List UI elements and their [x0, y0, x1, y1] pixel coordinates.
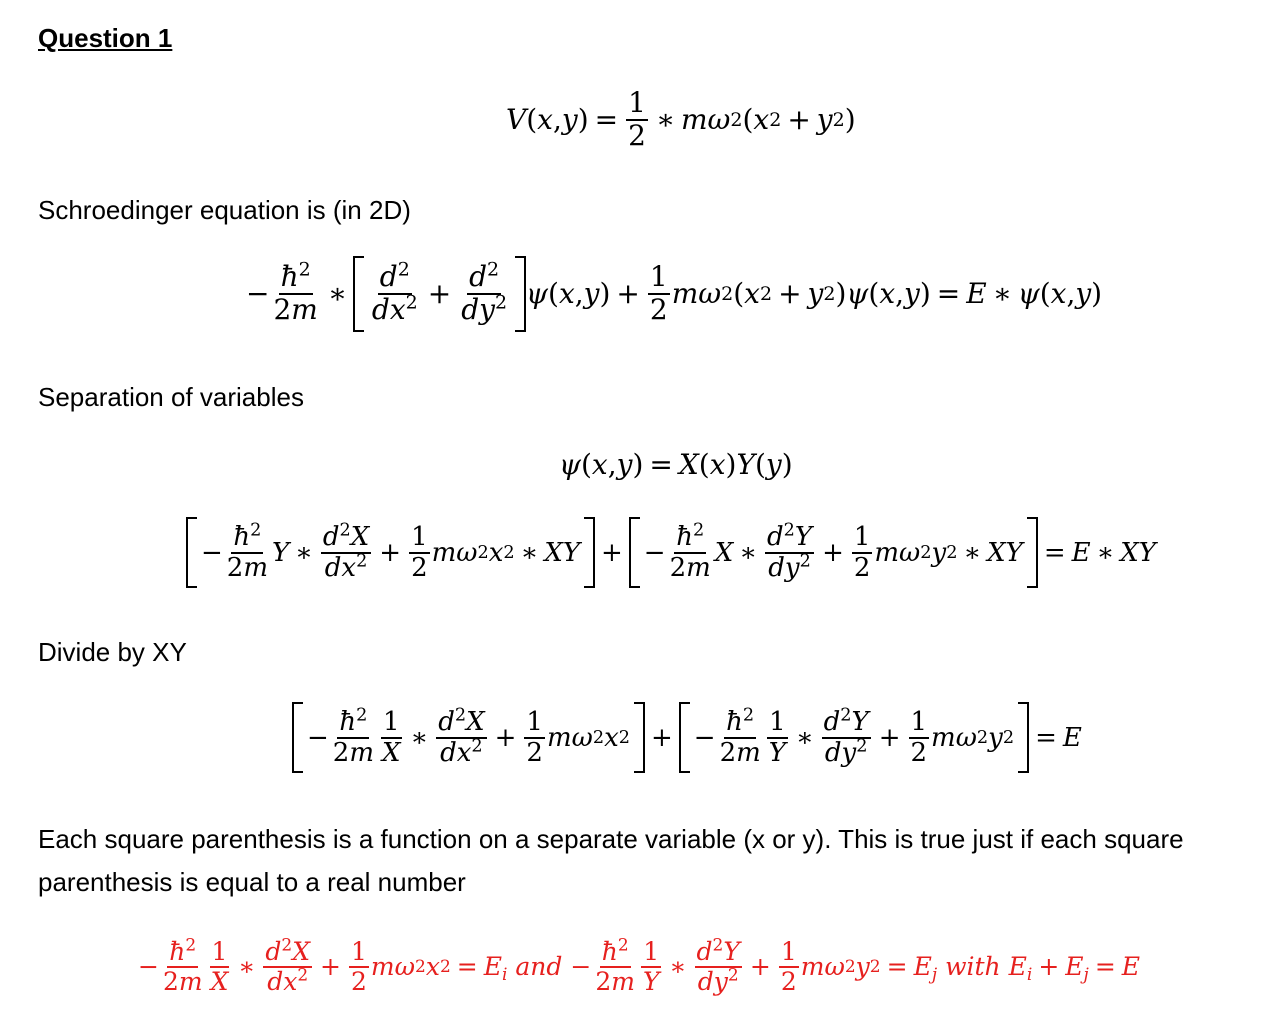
question-heading: Question 1 [38, 23, 173, 53]
separation-label: Separation of variables [38, 382, 304, 412]
result-equation: − $\frac{ħ^2}{2m}$ $\frac{1}{X}$ ∗ $\frac{d^2X}{dx^2}$ + $\frac{1}{2}$ mω 2 x 2 = $E_i$ and − $\frac{ħ^2}{2m}$ $\frac{1}{Y}$ ∗ $\frac{d^2Y}{dy^2}$ + $\frac{1}{2}$ mω 2 y 2 = $E_j$ with $E_i$ + $E_j$ = E [138, 935, 1141, 996]
potential-equation: V ( x , y ) = $\frac{1}{2}$ ∗ mω 2 ( x 2 + y 2 ) [506, 86, 856, 152]
divided-equation: − $\frac{ħ^2}{2m}$ $\frac{1}{X}$ ∗ $\frac{d^2X}{dx^2}$ + $\frac{1}{2}$ mω 2 x 2 + − $\frac{ħ^2}{2m}$ $\frac{1}{Y}$ ∗ $\frac{d^2Y}{dy^2}$ + $\frac{1}{2}$ mω 2 y 2 = E [292, 708, 1082, 767]
divide-label: Divide by XY [38, 637, 187, 667]
schrodinger-label: Schroedinger equation is (in 2D) [38, 195, 411, 225]
each-square-line1: Each square parenthesis is a function on a separate variable (x or y). This is true just if each square [38, 824, 1184, 854]
substituted-equation: − $\frac{ħ^2}{2m}$ Y ∗ $\frac{d^2X}{dx^2}$ + $\frac{1}{2}$ mω 2 x 2 ∗ XY + − $\frac{ħ^2}{2m}$ X ∗ $\frac{d^2Y}{dy^2}$ + $\frac{1}{2}$ mω 2 y 2 ∗ XY = E ∗ XY [186, 523, 1156, 582]
schrodinger-equation: − $\frac{ħ^2}{2m}$ ∗ $\frac{d^2}{dx^2}$ + $\frac{d^2}{dy^2}$ ψ ( x , y ) + $\frac{1}{2}$ mω 2 ( x 2 + y 2 ) ψ ( x , y ) = E ∗ ψ ( x , y ) [246, 262, 1102, 326]
separation-equation: ψ ( x , y ) = X ( x ) Y ( y ) [559, 448, 793, 481]
each-square-line2: parenthesis is equal to a real number [38, 867, 466, 897]
